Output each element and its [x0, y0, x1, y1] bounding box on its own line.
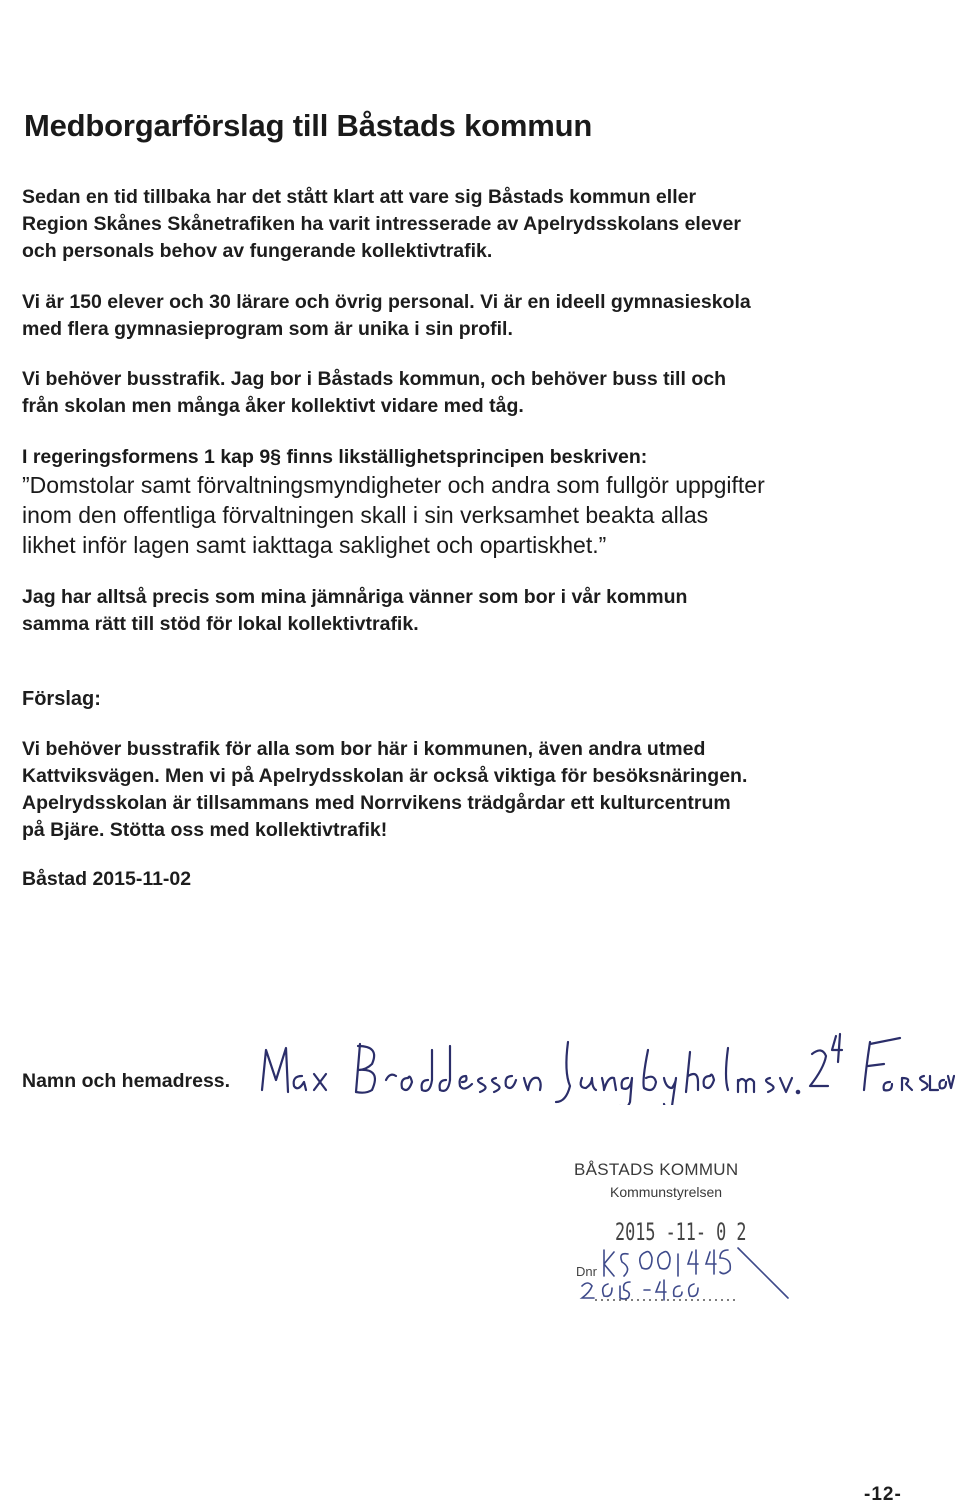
need-paragraph: [22, 366, 726, 420]
school-line: med flera gymnasieprogram som är unika i sin profil.: [22, 318, 513, 340]
rights-line: samma rätt till stöd för lokal kollektivtrafik.: [22, 613, 419, 635]
stamp-title: BÅSTADS KOMMUN: [574, 1160, 739, 1179]
rights-paragraph: [22, 584, 687, 638]
proposal-paragraph: [22, 736, 747, 844]
proposal-heading: Förslag:: [22, 688, 101, 710]
need-line: från skolan men många åker kollektivt vidare med tåg.: [22, 395, 524, 417]
stamp-handwritten-dnr: [560, 1246, 860, 1306]
page-number: -12-: [864, 1484, 902, 1505]
proposal-line: Apelrydsskolan är tillsammans med Norrvikens trädgårdar ett kulturcentrum: [22, 792, 731, 814]
school-paragraph: [22, 289, 751, 343]
law-quote-line: likhet inför lagen samt iakttaga saklighet och opartiskhet.”: [22, 532, 607, 558]
intro-paragraph: [22, 184, 741, 265]
law-paragraph: [22, 444, 765, 560]
name-address-label: Namn och hemadress.: [22, 1070, 231, 1092]
handwritten-signature: [250, 1010, 955, 1105]
intro-line: Region Skånes Skånetrafiken ha varit intresserade av Apelrydsskolans elever: [22, 213, 741, 235]
intro-line: och personals behov av fungerande kollektivtrafik.: [22, 240, 493, 262]
need-line: Vi behöver busstrafik. Jag bor i Båstads kommun, och behöver buss till och: [22, 368, 726, 390]
law-quote-line: ”Domstolar samt förvaltningsmyndigheter och andra som fullgör uppgifter: [22, 472, 765, 498]
stamp-date: 2015 -11- 0 2: [615, 1218, 747, 1246]
intro-line: Sedan en tid tillbaka har det stått klart att vare sig Båstads kommun eller: [22, 186, 697, 208]
proposal-line: Kattviksvägen. Men vi på Apelrydsskolan är också viktiga för besöksnäringen.: [22, 765, 748, 787]
rights-line: Jag har alltså precis som mina jämnåriga vänner som bor i vår kommun: [22, 586, 688, 608]
school-line: Vi är 150 elever och 30 lärare och övrig personal. Vi är en ideell gymnasieskola: [22, 291, 751, 313]
document-title: Medborgarförslag till Båstads kommun: [24, 108, 593, 143]
date-line: Båstad 2015-11-02: [22, 868, 192, 890]
law-quote-line: inom den offentliga förvaltningen skall i sin verksamhet beakta allas: [22, 502, 709, 528]
stamp-subtitle: Kommunstyrelsen: [610, 1184, 723, 1200]
proposal-line: på Bjäre. Stötta oss med kollektivtrafik!: [22, 819, 388, 841]
proposal-line: Vi behöver busstrafik för alla som bor här i kommunen, även andra utmed: [22, 738, 706, 760]
law-lead: I regeringsformens 1 kap 9§ finns likställighetsprincipen beskriven:: [22, 446, 648, 468]
stamp-dnr-label: Dnr: [576, 1264, 597, 1279]
